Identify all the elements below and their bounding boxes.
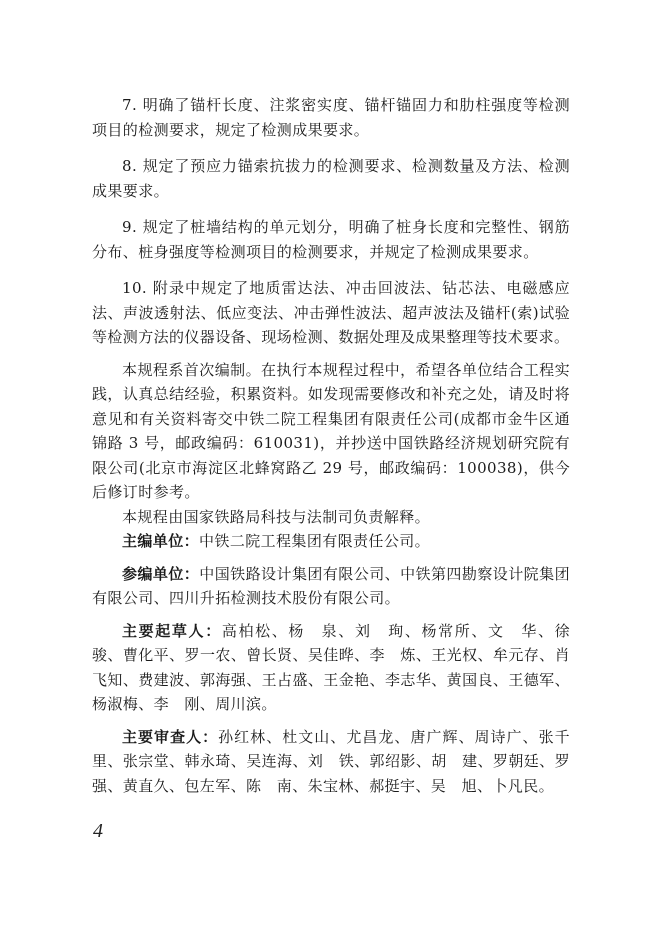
reviewers-label: 主要审查人： <box>122 727 219 746</box>
interpretation-paragraph: 本规程由国家铁路局科技与法制司负责解释。 <box>122 507 431 526</box>
reviewers-paragraph <box>92 725 586 799</box>
chief-editor-paragraph <box>92 529 570 554</box>
co-editor-label: 参编单位： <box>122 564 200 583</box>
first-edition-paragraph: 本规程系首次编制。在执行本规程过程中，希望各单位结合工程实践，认真总结经验，积累资料。如发现需要修改和补充之处，请及时将意见和有关资料寄交中铁二院工程集团有限责任公司(成都市金牛区通锦路 3 号，邮政编码：610031)，并抄送中国铁路经济规划研究院有限公司(北京市海淀区北蜂窝路乙 29 号，邮政编码：100038)，供今后修订时参考。 <box>92 360 570 501</box>
drafters-value: 高柏松、杨 泉、刘 珣、杨常所、文 华、徐 骏、曹化平、罗一农、曾长贤、吴佳晔、李 炼、王光权、牟元存、肖飞知、费建波、郭海强、王占盛、王金艳、李志华、黄国良、王德军、杨淑梅、李 刚、周川滨。 <box>92 621 586 713</box>
item-8-paragraph: 8. 规定了预应力锚索抗拔力的检测要求、检测数量及方法、检测成果要求。 <box>92 157 570 200</box>
co-editor-paragraph <box>92 562 570 611</box>
co-editor-value: 中国铁路设计集团有限公司、中铁第四勘察设计院集团有限公司、四川升拓检测技术股份有限公司。 <box>92 564 570 607</box>
body-text <box>92 93 586 810</box>
chief-editor-label: 主编单位： <box>122 532 200 550</box>
chief-editor-value: 中铁二院工程集团有限责任公司。 <box>199 532 431 550</box>
drafters-label: 主要起草人： <box>122 621 222 640</box>
item-10-paragraph: 10. 附录中规定了地质雷达法、冲击回波法、钻芯法、电磁感应法、声波透射法、低应变法、冲击弹性波法、超声波法及锚杆(索)试验等检测方法的仪器设备、现场检测、数据处理及成果整理等技术要求。 <box>92 279 570 346</box>
page-number: 4 <box>93 820 103 842</box>
item-7-paragraph: 7. 明确了锚杆长度、注浆密实度、锚杆锚固力和肋柱强度等检测项目的检测要求，规定了检测成果要求。 <box>92 96 570 139</box>
drafters-paragraph <box>92 619 586 717</box>
item-9-paragraph: 9. 规定了桩墙结构的单元划分，明确了桩身长度和完整性、钢筋分布、桩身强度等检测项目的检测要求，并规定了检测成果要求。 <box>92 218 570 261</box>
reviewers-value: 孙红林、杜文山、尤昌龙、唐广辉、周诗广、张千里、张宗堂、韩永琦、吴连海、刘 铁、郭绍影、胡 建、罗朝廷、罗 强、黄直久、包左军、陈 南、朱宝林、郝挺宇、吴 旭、卜凡民。 <box>92 727 586 795</box>
